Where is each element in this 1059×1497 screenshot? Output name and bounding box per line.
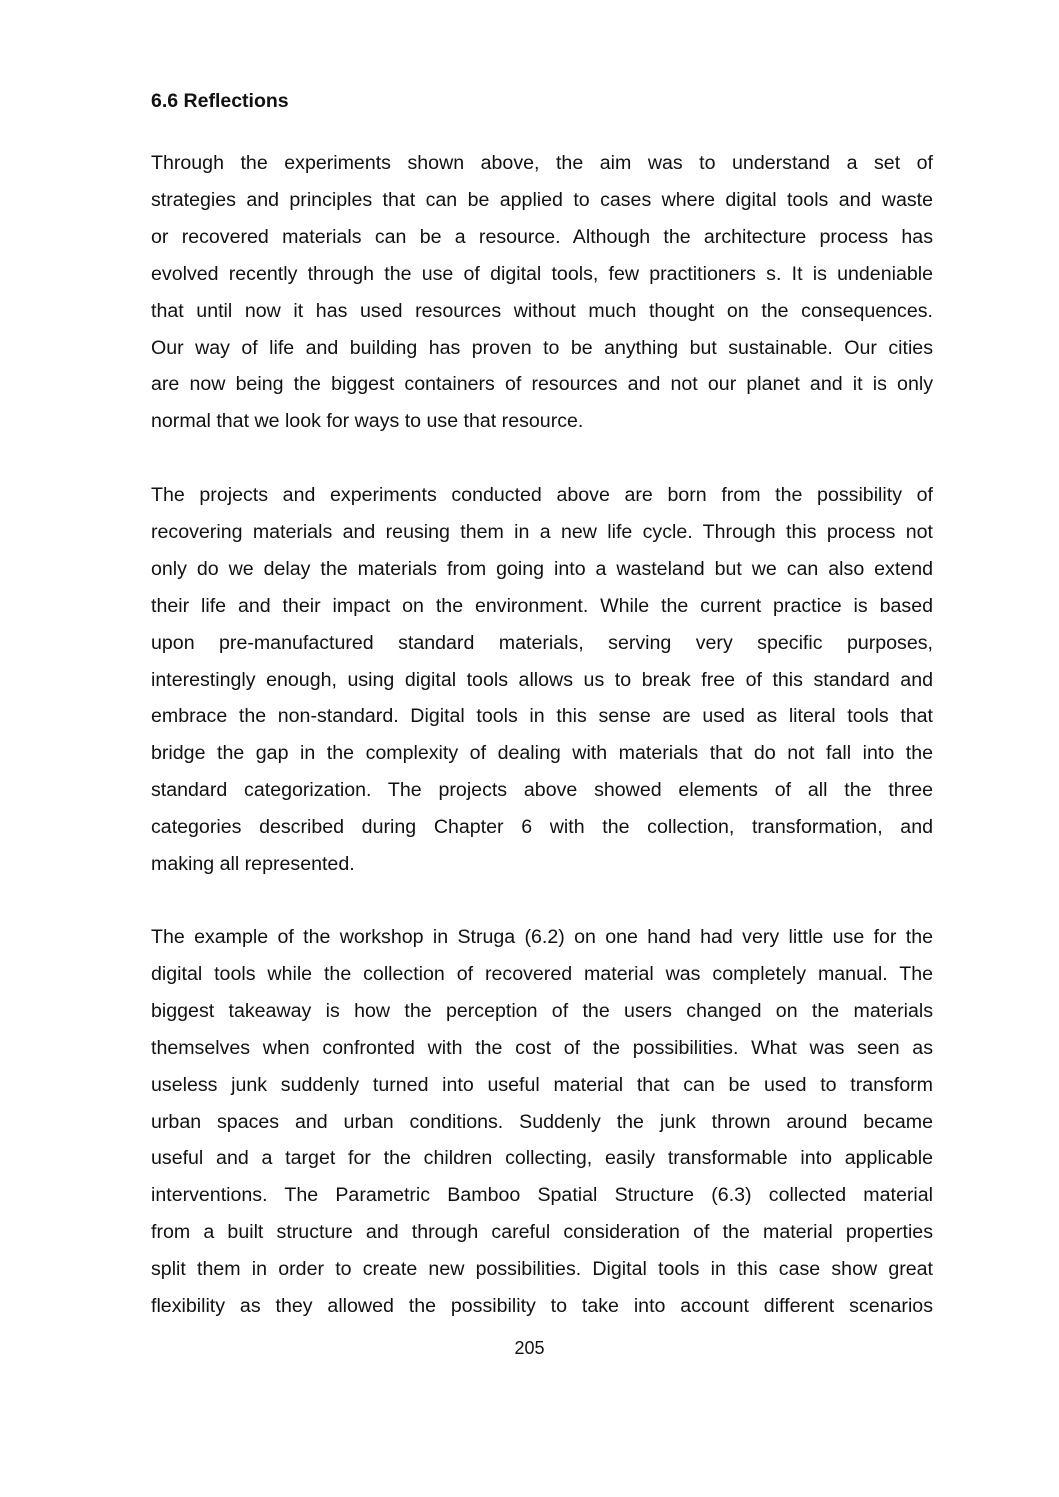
text-line: their life and their impact on the environment. While the current practice is based: [151, 594, 933, 617]
text-line: themselves when confronted with the cost of the possibilities. What was seen as: [151, 1036, 933, 1059]
text-line: bridge the gap in the complexity of dealing with materials that do not fall into the: [151, 742, 933, 765]
paragraph-3: [151, 919, 933, 1325]
paragraph-2: [151, 477, 933, 883]
text-line: digital tools while the collection of recovered material was completely manual. The: [151, 962, 933, 985]
text-line: Through the experiments shown above, the aim was to understand a set of: [151, 152, 933, 174]
text-line: The example of the workshop in Struga (6.2) on one hand had very little use for the: [151, 926, 933, 948]
text-line: evolved recently through the use of digital tools, few practitioners s. It is undeniable: [151, 262, 933, 285]
text-line: flexibility as they allowed the possibility to take into account different scenarios: [151, 1295, 933, 1318]
text-line: from a built structure and through careful consideration of the material properties: [151, 1221, 933, 1244]
text-line: useless junk suddenly turned into useful material that can be used to transform: [151, 1073, 933, 1096]
text-line: biggest takeaway is how the perception of the users changed on the materials: [151, 999, 933, 1022]
text-line: The projects and experiments conducted above are born from the possibility of: [151, 484, 933, 506]
paragraph-1: [151, 145, 933, 440]
text-line: are now being the biggest containers of resources and not our planet and it is only: [151, 373, 933, 396]
text-line: strategies and principles that can be applied to cases where digital tools and waste: [151, 188, 933, 211]
text-line: urban spaces and urban conditions. Suddenly the junk thrown around became: [151, 1110, 933, 1133]
text-line: recovering materials and reusing them in a new life cycle. Through this process not: [151, 520, 933, 543]
text-line: useful and a target for the children collecting, easily transformable into applicable: [151, 1147, 933, 1170]
page-number: 205: [514, 1338, 545, 1358]
text-line: or recovered materials can be a resource. Although the architecture process has: [151, 225, 933, 248]
text-line: embrace the non-standard. Digital tools in this sense are used as literal tools that: [151, 705, 933, 728]
text-line: Our way of life and building has proven to be anything but sustainable. Our cities: [151, 336, 933, 359]
text-line: only do we delay the materials from going into a wasteland but we can also extend: [151, 557, 933, 580]
text-line: interestingly enough, using digital tools allows us to break free of this standard and: [151, 668, 933, 691]
text-line: standard categorization. The projects above showed elements of all the three: [151, 779, 933, 802]
text-line: upon pre-manufactured standard materials, serving very specific purposes,: [151, 631, 933, 654]
text-line: interventions. The Parametric Bamboo Spatial Structure (6.3) collected material: [151, 1184, 933, 1207]
text-line: split them in order to create new possibilities. Digital tools in this case show great: [151, 1258, 933, 1281]
text-line: that until now it has used resources without much thought on the consequences.: [151, 299, 933, 322]
text-line: normal that we look for ways to use that resource.: [151, 410, 584, 433]
text-line: categories described during Chapter 6 with the collection, transformation, and: [151, 816, 933, 839]
text-line: making all represented.: [151, 853, 355, 876]
section-heading: 6.6 Reflections: [151, 90, 289, 112]
